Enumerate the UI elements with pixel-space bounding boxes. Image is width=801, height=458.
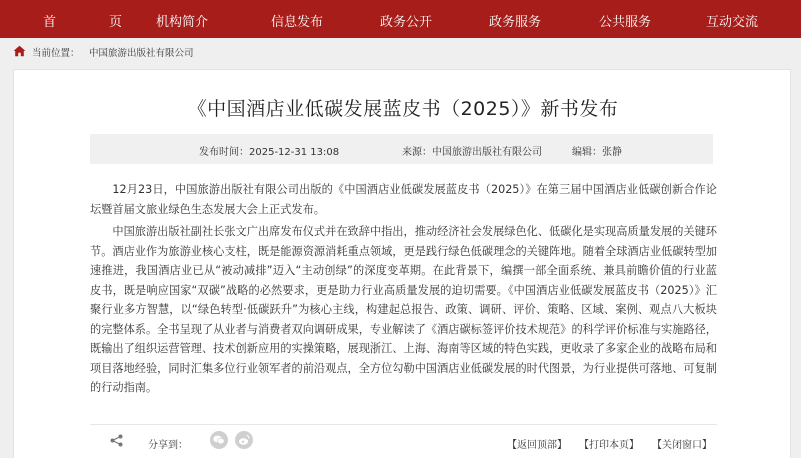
nav-item-public-service[interactable]: 公共服务: [599, 15, 652, 30]
article-panel: [13, 69, 791, 458]
nav-item-interaction[interactable]: 互动交流: [706, 15, 759, 30]
nav-item-news[interactable]: 信息发布: [271, 15, 324, 30]
article-source: 来源：中国旅游出版社有限公司: [402, 147, 542, 158]
top-nav: [0, 0, 801, 38]
wechat-icon: [210, 431, 228, 449]
close-window-link[interactable]: 【关闭窗口】: [652, 440, 712, 451]
article-title: 《中国酒店业低碳发展蓝皮书（2025）》新书发布: [187, 98, 619, 120]
nav-item-about[interactable]: 机构简介: [156, 15, 209, 30]
publish-date: 发布时间：2025-12-31 13:08: [199, 147, 340, 158]
article-paragraph: 12月23日，中国旅游出版社有限公司出版的《中国酒店业低碳发展蓝皮书（2025）》在第三届中国酒店业低碳创新合作论坛暨首届文旅业绿色生态发展大会上正式发布。: [90, 183, 717, 216]
weibo-icon: [235, 431, 253, 449]
share-icon: [110, 434, 123, 447]
nav-item-gov-info[interactable]: 政务公开: [380, 15, 433, 30]
home-icon: [13, 45, 26, 57]
article-paragraph: 中国旅游出版社副社长张文广出席发布仪式并在致辞中指出，推动经济社会发展绿色化、低碳化是实现高质量发展的关键环节。酒店业作为旅游业核心支柱，既是能源资源消耗重点领域，更是践行绿色低碳理念的关键阵地。随着全球酒店业低碳转型加速推进，我国酒店业已从“被动减排”迈入“主动创绿”的深度变革期。在此背景下，编撰一部全面系统、兼具前瞻价值的行业蓝皮书，既是响应国家“双碳”战略的必然要求，更是助力行业高质量发展的迫切需要。《中国酒店业低碳发展蓝皮书（2025）》汇聚行业多方智慧，以“绿色转型·低碳跃升”为核心主线，构建起总报告、政策、调研、评价、策略、区域、案例、观点八大板块的完整体系。全书呈现了从业者与消费者双向调研成果，专业解读了《酒店碳标签评价技术规范》的科学评价标准与实施路径，既输出了组织运营管理、技术创新应用的实操策略，展现浙江、上海、海南等区域的特色实践，更收录了多家企业的战略布局和项目落地经验，同时汇集多位行业领军者的前沿观点，全方位勾勒中国酒店业低碳发展的时代图景，为行业提供可落地、可复制的行动指南。: [90, 225, 717, 394]
article-editor: 编辑：张静: [572, 147, 622, 158]
nav-item-home[interactable]: 首 页: [43, 15, 143, 30]
weibo-share-button[interactable]: [235, 431, 253, 449]
article-meta: [90, 134, 713, 164]
wechat-share-button[interactable]: [210, 431, 228, 449]
breadcrumb-current[interactable]: 中国旅游出版社有限公司: [89, 48, 194, 59]
article-footer: [90, 424, 717, 454]
breadcrumb-label: 当前位置：: [32, 48, 80, 59]
back-to-top-link[interactable]: 【返回顶部】: [507, 440, 567, 451]
share-label: 分享到：: [148, 440, 188, 451]
print-page-link[interactable]: 【打印本页】: [579, 440, 639, 451]
article-body: [90, 180, 717, 401]
nav-item-gov-service[interactable]: 政务服务: [489, 15, 542, 30]
